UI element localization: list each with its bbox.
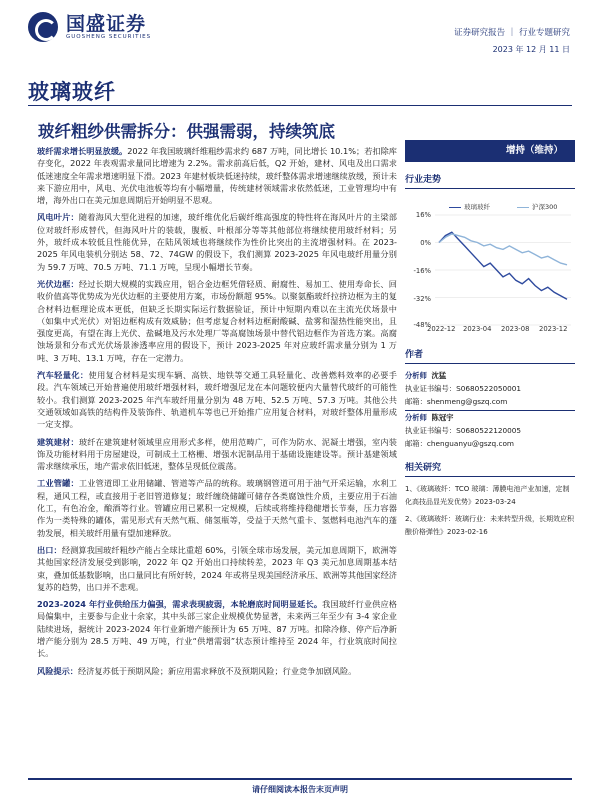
logo-en: GUOSHENG SECURITIES bbox=[66, 34, 152, 40]
body-column bbox=[37, 145, 397, 682]
footer-disclaimer: 请仔细阅读本报告末页声明 bbox=[252, 785, 348, 794]
paragraph-building: 建筑建材：玻纤在建筑建材领域里应用形式多样，使用范畴广，可作为防水、泥凝土增强，室内装饰及功能材料用于房屋建设，可制成土工格栅、增强水泥制品用于基础设施建设等。预计基建领域需求继续承压，地产需求依旧低迷，整体呈现低位震荡。 bbox=[37, 436, 397, 472]
legend-swatch-0 bbox=[449, 207, 461, 208]
legend-item-series-0: 玻璃玻纤 bbox=[449, 202, 490, 211]
y-tick-label: -48% bbox=[413, 321, 431, 329]
logo-mark-icon bbox=[28, 12, 58, 42]
paragraph-pv-frame: 光伏边框：经过长期大规模的实践应用，铝合金边框凭借轻质、耐腐性、易加工、使用寿命长、回收价值高等优势成为光伏边框的主要使用方案，市场份额超 95%。以聚氨酯玻纤拉挤边框为主的复合材料边框理论成本更低，但缺乏长期实际运行数据验证，预计中短期内难以在主流光伏场景中（如集中式光伏）对铝边框构成有效威胁；但考虑复合材料边框耐酸碱、盐雾和湿热性能突出，且强度更高，有望在海上光伏、盐碱地及污水处理厂等高腐蚀场景中替代铝边框作为首选方案。高腐蚀场景和分布式光伏场景渗透率应用的假设下，预计 2023-2025 年对应玻纤需求量分别为 1 万吨、3 万吨、13.1 万吨，存在一定潜力。 bbox=[37, 278, 397, 363]
footer-rule bbox=[28, 778, 572, 780]
main-title: 玻纤粗纱供需拆分：供强需弱，持续筑底 bbox=[38, 122, 335, 141]
paragraph-industrial-pipe: 工业管罐：工业管道即工业用储罐、管道等产品的统称。玻璃钢管道可用于油气开采运输，水利工程，通风工程，或直接用于老旧管道修复；玻纤缠绕储罐可储存各类腐蚀性介质，主要应用于石油化工，有色冶金，酿酒等行业。管罐应用已累积一定规模，后续或将维持稳健增长节奏，压力容器作为一类特殊的罐体，需见形式有天然气瓶、储氢瓶等，受益于天然气重卡、氢燃料电池汽车的蓬勃发展，相关玻纤用量有望加速释放。 bbox=[37, 478, 397, 538]
industry-title: 玻璃玻纤 bbox=[28, 80, 116, 104]
trend-title: 行业走势 bbox=[405, 172, 575, 189]
x-tick-label: 2023-04 bbox=[463, 325, 492, 333]
analyst-cert: S0680522050001 bbox=[456, 384, 522, 393]
analyst-name: 陈冠宇 bbox=[431, 413, 454, 422]
related-item[interactable]: 1、《玻璃玻纤：TCO 玻璃：薄膜电池产业加速，定制化高技品显光发优势》2023-03-24 bbox=[405, 485, 570, 506]
legend-swatch-1 bbox=[517, 207, 529, 208]
paragraph-supply: 2023-2024 年行业供给压力偏强，需求表现疲弱，本轮磨底时间明显延长。我国玻纤行业供应格局偏集中，主要参与企业十余家，其中头部三家企业规模优势显著，未来两三年至少有 3-4 家企业陆续进场，据统计 2023-2024 年行业新增产能预计为 65 万吨、87 万吨。扣除冷修、停产后净新增产能分别为 28.5 万吨、49 万吨，行业“供增需弱”状态预计维持至 2024 年，行业筑底时间拉长。 bbox=[37, 599, 397, 659]
report-type: 证券研究报告 ｜ 行业专题研究 bbox=[454, 28, 570, 38]
x-tick-label: 2022-12 bbox=[427, 325, 456, 333]
report-footer bbox=[0, 778, 600, 800]
report-date: 2023 年 12 月 11 日 bbox=[492, 45, 570, 54]
industry-trend-chart bbox=[405, 197, 575, 337]
analyst-name: 沈猛 bbox=[431, 371, 447, 380]
related-research-list bbox=[405, 483, 575, 539]
y-tick-label: -16% bbox=[413, 267, 431, 275]
y-tick-label: 0% bbox=[420, 239, 431, 247]
related-item[interactable]: 2、《玻璃玻纤：玻璃行业：未来转型升级，长期效应积酿价格弹性》2023-02-16 bbox=[405, 515, 574, 536]
analyst-email[interactable]: chenguanyu@gszq.com bbox=[426, 439, 515, 448]
brand-logo bbox=[28, 12, 151, 42]
report-header bbox=[0, 0, 600, 60]
related-title: 相关研究 bbox=[405, 460, 575, 477]
rating-badge: 增持（维持） bbox=[405, 140, 575, 162]
y-tick-label: -32% bbox=[413, 295, 431, 303]
paragraph-risk: 风险提示：经济复苏低于预期风险；新应用需求释放不及预期风险；行业竞争加剧风险。 bbox=[37, 665, 357, 676]
x-tick-label: 2023-12 bbox=[539, 325, 568, 333]
paragraph-wind-blade: 风电叶片：随着海风大型化进程的加速，玻纤维优化后碳纤维高强度的特性将在海风叶片的主梁部位对玻纤形成替代，但海风叶片的装载，腹板、叶根部分等等其他部位将继续使用玻纤材料；另外，玻纤成本较低且性能优异，在陆风领域也将继续作为性价比突出的主流增强材料。在 2023-2025 年风电装机分别达 58、72、74GW 的假设下，我们测算 2023-2025 年风电玻纤用量分别为 59.7 万吨、70.5 万吨、71.1 万吨，呈现小幅增长节奏。 bbox=[37, 212, 397, 272]
x-tick-label: 2023-08 bbox=[501, 325, 530, 333]
paragraph-export: 出口：经测算我国玻纤粗纱产能占全球比重超 60%，引领全球市场发展，美元加息周期下，欧洲等其他国家经济发展受到影响，2022 年 Q2 开始出口持续转差，2023 年 Q3 美元加息周期基本结束，叠加低基数影响，出口量同比有所好转，2024 年或将呈现美国经济承压、欧洲等其他国家经济复苏的趋势，出口并不悲观。 bbox=[37, 544, 397, 592]
logo-cn: 国盛证券 bbox=[66, 13, 147, 35]
analyst-email[interactable]: shenmeng@gszq.com bbox=[426, 397, 508, 406]
paragraph-auto: 汽车轻量化：使用复合材料是实现车辆、高铁、地铁等交通工具轻量化、改善燃料效率的必要手段。汽车领域已开始普遍使用玻纤增强材料，玻纤增强尼龙在本问题较便内大量替代玻纤的可能性较小。我们测算 2023-2025 年汽车玻纤用量分别为 48 万吨、52.5 万吨、57.3 万吨。其他公共交通领域如高铁的结构件及装饰件、轨道机车等也已开始推广应用复合材料，对玻纤整体用量形成一定支撑。 bbox=[37, 370, 397, 430]
y-tick-label: 16% bbox=[415, 211, 431, 219]
paragraph-demand: 玻纤需求增长明显放缓。2022 年我国玻璃纤维粗纱需求约 687 万吨，同比增长 10.1%；若扣除库存变化，2022 年表观需求量同比增速为 2.2%。需求前高后低，Q2 开始，建材、风电及出口需求低迷速度全年需求增速明显下滑。2023 年建材板块低迷持续，玻纤整体需求增速继续放缓，预计未来下游应用中，风电、光伏电池板等均有小幅增量，传统建材领域需求依然低迷，工业管理均中有增，海外出口在美元加息周期后开始明显不思观。 bbox=[37, 146, 397, 206]
title-rule bbox=[28, 105, 572, 106]
analyst-role: 分析师 bbox=[405, 371, 427, 380]
analyst-role: 分析师 bbox=[405, 413, 427, 422]
analysts-title: 作者 bbox=[405, 347, 575, 364]
legend-item-series-1: 沪深300 bbox=[517, 202, 557, 211]
analyst-card: 分析师 沈猛 执业证书编号：S0680522050001 邮箱：shenmeng@gszq.com 分析师 陈冠宇 执业证书编号：S0680522120005 邮箱：chenguanyu@gszq.com bbox=[405, 369, 575, 450]
analyst-cert: S0680522120005 bbox=[456, 426, 522, 435]
sidebar bbox=[405, 140, 575, 539]
